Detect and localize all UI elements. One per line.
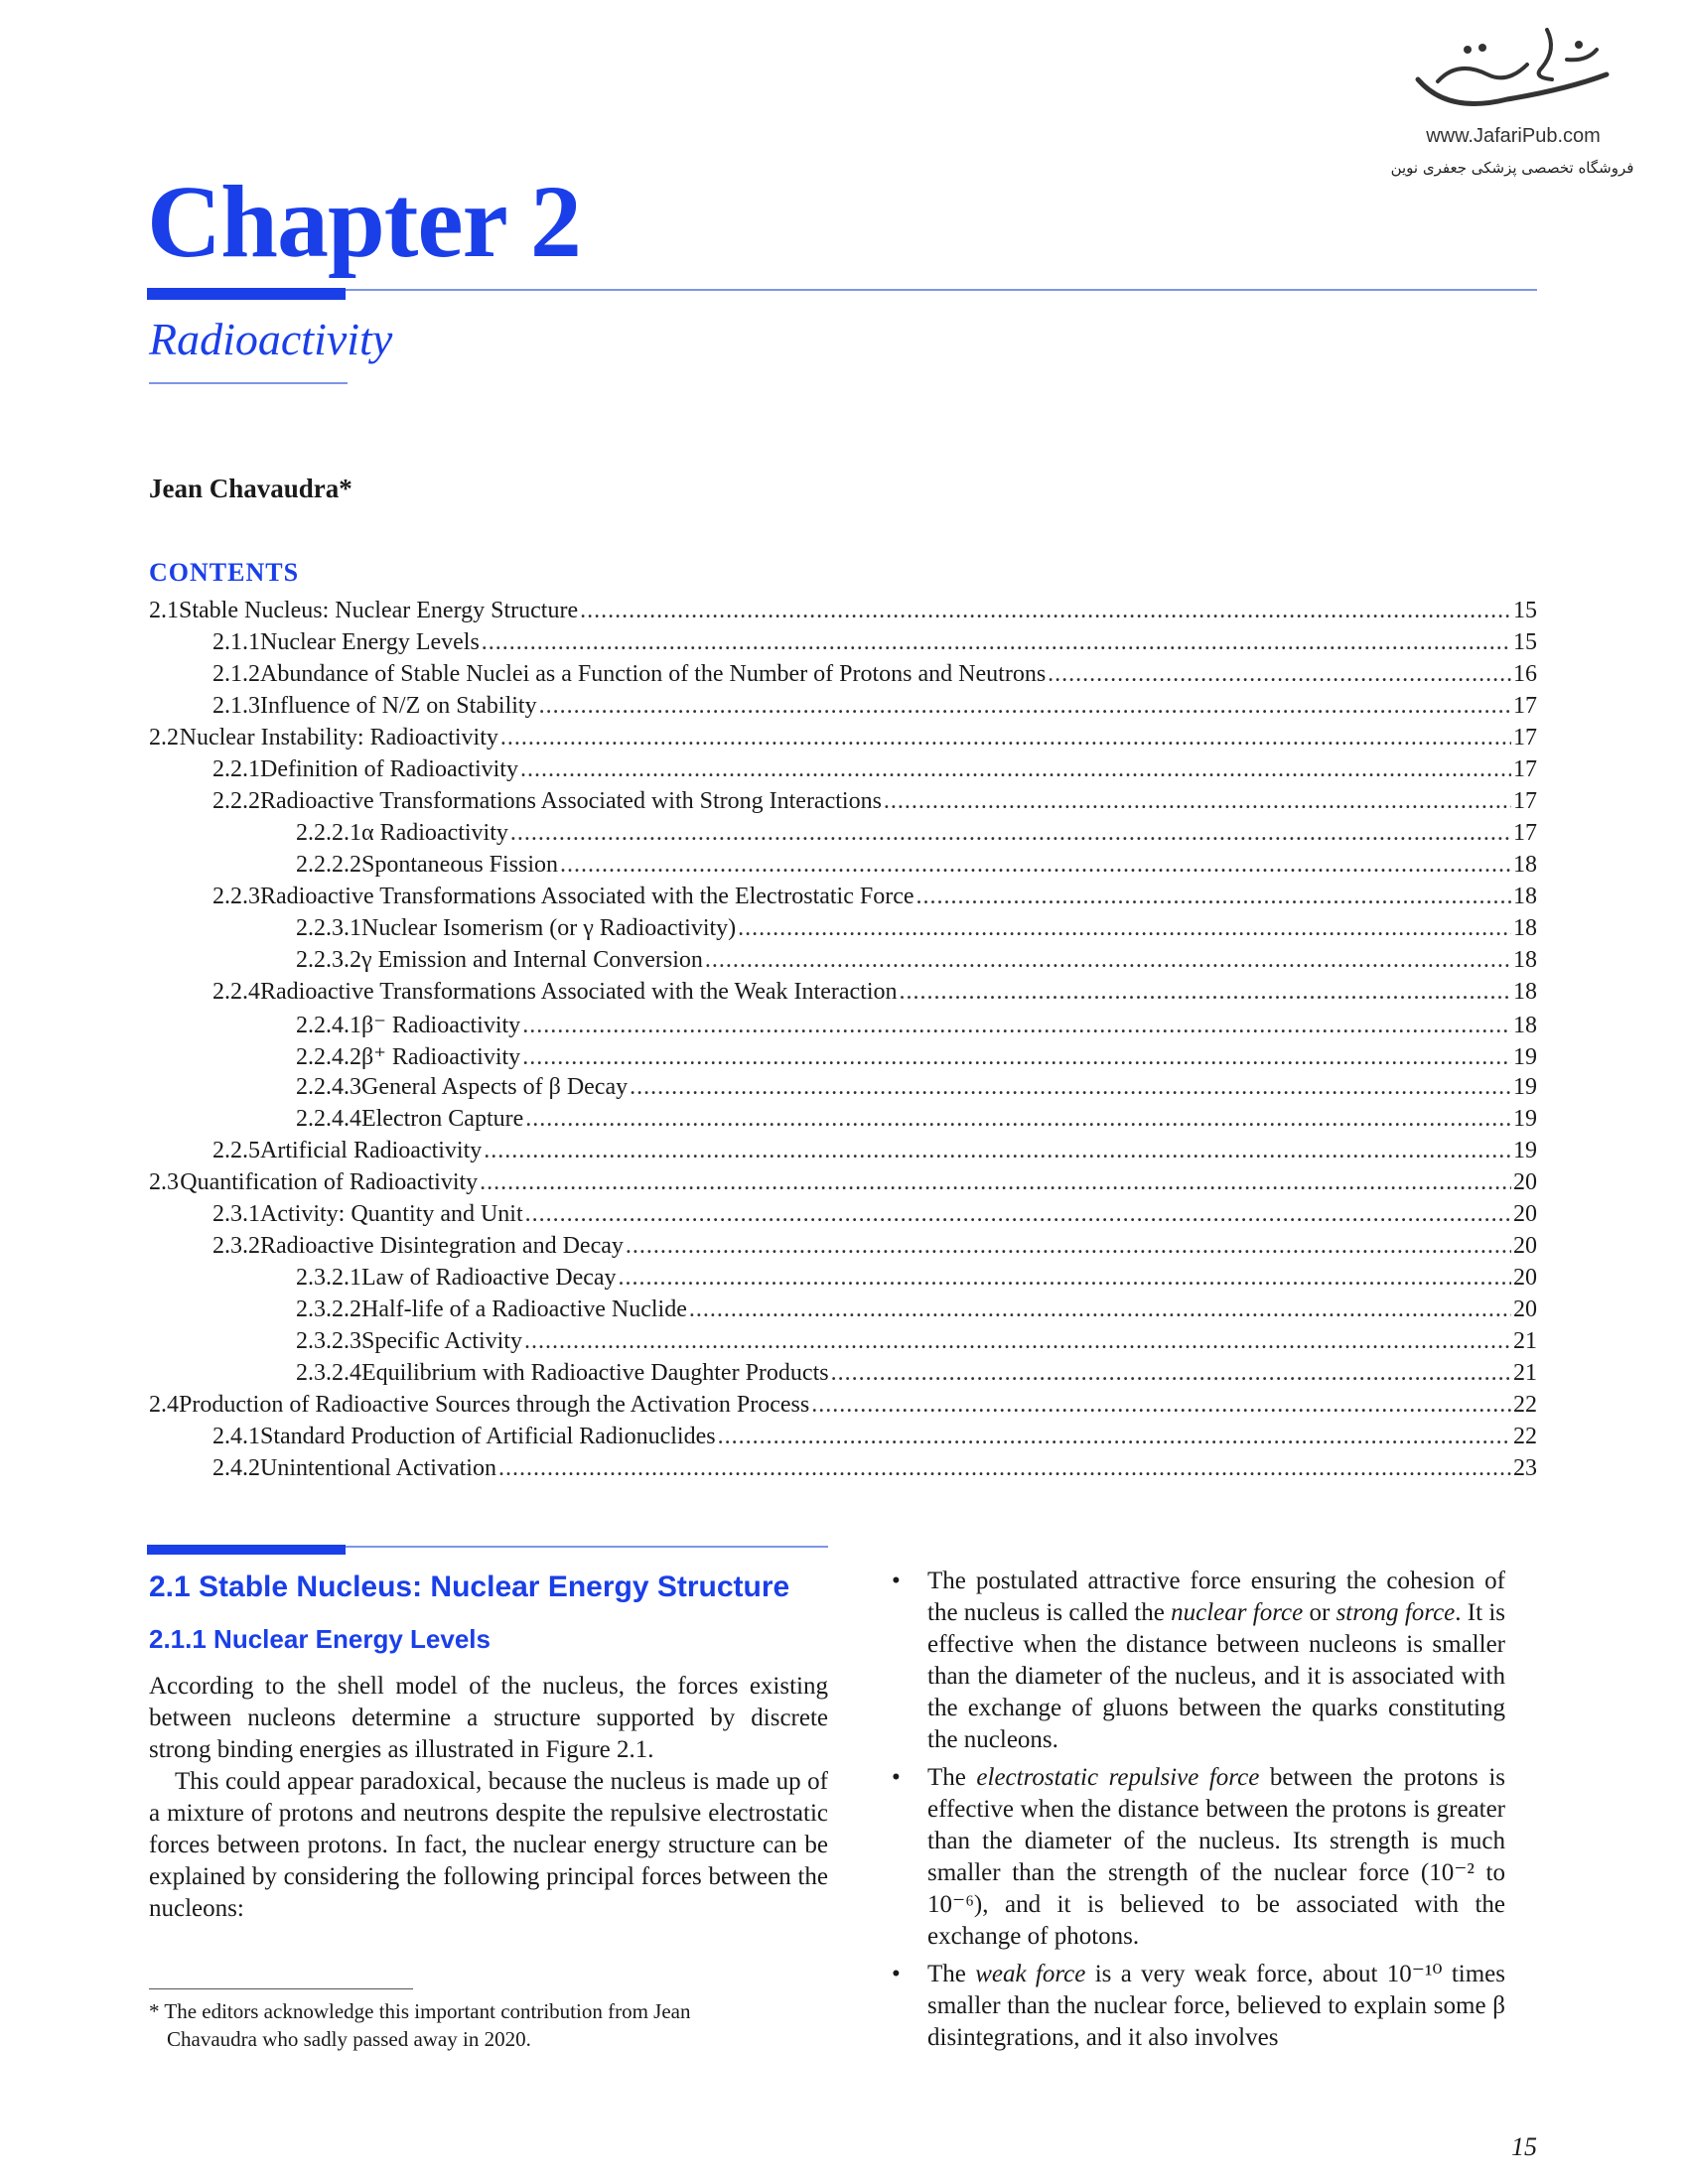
toc-number: 2.3.2.1: [296, 1265, 361, 1291]
chapter-subtitle: Radioactivity: [149, 314, 393, 364]
toc-entry[interactable]: [149, 1265, 1537, 1297]
toc-number: 2.2.4.3: [296, 1074, 361, 1100]
toc-title: γ Emission and Internal Conversion: [361, 947, 703, 973]
toc-page: 17: [1513, 725, 1537, 751]
right-column: [884, 1566, 1505, 2060]
toc-leader-dots: [498, 1455, 1511, 1482]
toc-title: Half-life of a Radioactive Nuclide: [361, 1297, 687, 1322]
toc-leader-dots: [524, 1328, 1511, 1355]
toc-page: 19: [1513, 1138, 1537, 1163]
toc-number: 2.4.2: [212, 1455, 260, 1481]
toc-entry[interactable]: [149, 979, 1537, 1011]
toc-entry[interactable]: [149, 1042, 1537, 1074]
toc-number: 2.2.4.2: [296, 1044, 361, 1070]
term-strong-force: strong force: [1336, 1599, 1456, 1626]
subsection-heading: 2.1.1 Nuclear Energy Levels: [149, 1624, 491, 1654]
toc-leader-dots: [525, 1106, 1511, 1133]
toc-entry[interactable]: [149, 1074, 1537, 1106]
toc-title: Production of Radioactive Sources through the Activation Process: [179, 1392, 810, 1418]
toc-leader-dots: [539, 693, 1511, 720]
toc-number: 2.2: [149, 725, 179, 751]
toc-page: 19: [1513, 1074, 1537, 1100]
publisher-logo: [1390, 20, 1648, 199]
toc-leader-dots: [831, 1360, 1511, 1387]
toc-entry[interactable]: [149, 1106, 1537, 1138]
term-weak-force: weak force: [975, 1961, 1086, 1987]
toc-page: 21: [1513, 1328, 1537, 1354]
toc-leader-dots: [619, 1265, 1511, 1292]
paragraph: This could appear paradoxical, because the nucleus is made up of a mixture of protons and neutrons despite the repulsive electrostatic forces between protons. In fact, the nuclear energy structure can be explained by considering the following principal forces between the nucleons:: [149, 1768, 828, 1922]
toc-leader-dots: [500, 725, 1511, 751]
section-heading: 2.1 Stable Nucleus: Nuclear Energy Structure: [149, 1570, 790, 1603]
toc-page: 22: [1513, 1424, 1537, 1449]
toc-page: 18: [1513, 915, 1537, 941]
footnote-line: * The editors acknowledge this important contribution from Jean: [149, 1999, 691, 2023]
toc-leader-dots: [580, 598, 1511, 624]
toc-page: 16: [1513, 661, 1537, 687]
toc-number: 2.4: [149, 1392, 179, 1418]
table-of-contents: [149, 598, 1537, 1487]
toc-page: 21: [1513, 1360, 1537, 1386]
toc-entry[interactable]: [149, 1424, 1537, 1455]
toc-title: Equilibrium with Radioactive Daughter Products: [361, 1360, 829, 1386]
logo-persian-text: فروشگاه تخصصی پزشکی جعفری نوین: [1390, 159, 1634, 177]
toc-entry[interactable]: [149, 1455, 1537, 1487]
toc-entry[interactable]: [149, 884, 1537, 915]
toc-number: 2.3.2.4: [296, 1360, 361, 1386]
toc-title: Radioactive Disintegration and Decay: [260, 1233, 624, 1259]
toc-leader-dots: [811, 1392, 1511, 1419]
toc-entry[interactable]: [149, 947, 1537, 979]
toc-page: 20: [1513, 1265, 1537, 1291]
toc-title: Law of Radioactive Decay: [361, 1265, 617, 1291]
toc-page: 19: [1513, 1106, 1537, 1132]
toc-leader-dots: [718, 1424, 1511, 1450]
toc-leader-dots: [520, 756, 1511, 783]
bullet-item: [884, 1566, 1505, 1756]
toc-entry[interactable]: [149, 1392, 1537, 1424]
bullet-text: or: [1303, 1599, 1336, 1626]
toc-leader-dots: [689, 1297, 1511, 1323]
bullet-text: The: [927, 1961, 976, 1987]
toc-page: 20: [1513, 1169, 1537, 1195]
toc-title: β⁻ Radioactivity: [361, 1013, 521, 1038]
toc-number: 2.1.1: [212, 629, 260, 655]
toc-leader-dots: [482, 629, 1511, 656]
toc-number: 2.2.4.4: [296, 1106, 361, 1132]
toc-entry[interactable]: [149, 693, 1537, 725]
toc-number: 2.2.2.2: [296, 852, 361, 878]
bullet-text: . It is effective when the distance between nucleons is smaller than the diameter of the nucleus, and it is associated with the exchange of gluons between the quarks constituting the nucleons.: [927, 1599, 1505, 1753]
toc-title: Quantification of Radioactivity: [180, 1169, 479, 1195]
toc-title: α Radioactivity: [361, 820, 508, 846]
section-rule-thick: [147, 1545, 346, 1555]
toc-entry[interactable]: [149, 915, 1537, 947]
toc-title: Electron Capture: [361, 1106, 524, 1132]
toc-number: 2.2.3: [212, 884, 260, 909]
toc-entry[interactable]: [149, 1138, 1537, 1169]
toc-leader-dots: [560, 852, 1511, 879]
contents-heading: CONTENTS: [149, 558, 300, 587]
toc-page: 17: [1513, 756, 1537, 782]
calligraphy-logo-icon: [1408, 20, 1617, 119]
toc-leader-dots: [899, 979, 1511, 1006]
footnote-rule: [149, 1988, 413, 1989]
toc-leader-dots: [510, 820, 1511, 847]
toc-number: 2.3.2.2: [296, 1297, 361, 1322]
toc-title: Nuclear Energy Levels: [260, 629, 480, 655]
bullet-text: between the protons is effective when the distance between the protons is greater than the diameter of the nucleus. Its strength is much smaller than the strength of the nuclear force (10⁻² to 10⁻⁶), and it is believed to be associated with the exchange of photons.: [927, 1764, 1505, 1950]
toc-entry[interactable]: [149, 1201, 1537, 1233]
toc-title: Definition of Radioactivity: [260, 756, 518, 782]
toc-leader-dots: [522, 1013, 1511, 1039]
author-name: Jean Chavaudra*: [149, 474, 352, 503]
toc-title: Nuclear Isomerism (or γ Radioactivity): [361, 915, 737, 941]
toc-number: 2.2.1: [212, 756, 260, 782]
bullet-text: The: [927, 1764, 977, 1791]
toc-page: 15: [1513, 598, 1537, 623]
toc-page: 22: [1513, 1392, 1537, 1418]
bullet-icon: •: [892, 1961, 901, 1987]
toc-page: 17: [1513, 693, 1537, 719]
toc-page: 15: [1513, 629, 1537, 655]
toc-entry[interactable]: [149, 1011, 1537, 1042]
toc-number: 2.3.2.3: [296, 1328, 361, 1354]
paragraph: According to the shell model of the nucleus, the forces existing between nucleons determine a structure supported by discrete strong binding energies as illustrated in Figure 2.1.: [149, 1673, 828, 1763]
toc-page: 18: [1513, 1013, 1537, 1038]
toc-entry[interactable]: [149, 1297, 1537, 1328]
toc-number: 2.3: [149, 1169, 179, 1195]
toc-number: 2.2.3.1: [296, 915, 361, 941]
toc-leader-dots: [630, 1074, 1511, 1101]
toc-number: 2.2.5: [212, 1138, 260, 1163]
toc-title: Artificial Radioactivity: [260, 1138, 483, 1163]
toc-entry[interactable]: [149, 1360, 1537, 1392]
toc-title: General Aspects of β Decay: [361, 1074, 629, 1100]
toc-entry[interactable]: [149, 1233, 1537, 1265]
toc-page: 18: [1513, 979, 1537, 1005]
toc-title: Abundance of Stable Nuclei as a Function of the Number of Protons and Neutrons: [260, 661, 1047, 687]
toc-leader-dots: [884, 788, 1511, 815]
toc-leader-dots: [626, 1233, 1511, 1260]
toc-title: Unintentional Activation: [260, 1455, 496, 1481]
chapter-rule-thin: [346, 289, 1537, 291]
toc-number: 2.2.4: [212, 979, 260, 1005]
toc-title: Radioactive Transformations Associated with the Weak Interaction: [260, 979, 898, 1005]
toc-leader-dots: [525, 1201, 1511, 1228]
toc-title: Specific Activity: [361, 1328, 522, 1354]
term-electrostatic-force: electrostatic repulsive force: [976, 1764, 1260, 1791]
toc-leader-dots: [1048, 661, 1511, 688]
toc-number: 2.2.4.1: [296, 1013, 361, 1038]
toc-page: 18: [1513, 852, 1537, 878]
toc-entry[interactable]: [149, 852, 1537, 884]
toc-number: 2.3.2: [212, 1233, 260, 1259]
toc-title: Nuclear Instability: Radioactivity: [179, 725, 498, 751]
toc-number: 2.2.2: [212, 788, 260, 814]
chapter-rule-thick: [147, 288, 346, 300]
toc-title: Radioactive Transformations Associated with Strong Interactions: [260, 788, 882, 814]
left-column: [149, 1671, 828, 1925]
page-number: 15: [1511, 2132, 1537, 2161]
toc-number: 2.1: [149, 598, 179, 623]
toc-number: 2.4.1: [212, 1424, 260, 1449]
toc-page: 20: [1513, 1233, 1537, 1259]
toc-page: 17: [1513, 788, 1537, 814]
toc-title: Stable Nucleus: Nuclear Energy Structure: [179, 598, 579, 623]
toc-entry[interactable]: [149, 756, 1537, 788]
toc-entry[interactable]: [149, 598, 1537, 629]
toc-leader-dots: [522, 1044, 1511, 1071]
toc-leader-dots: [916, 884, 1511, 910]
toc-entry[interactable]: [149, 788, 1537, 820]
toc-entry[interactable]: [149, 820, 1537, 852]
toc-title: Radioactive Transformations Associated with the Electrostatic Force: [260, 884, 914, 909]
bullet-item: [884, 1959, 1505, 2054]
toc-page: 20: [1513, 1201, 1537, 1227]
subtitle-rule: [149, 382, 348, 384]
footnote: [149, 1997, 828, 2053]
footnote-line: Chavaudra who sadly passed away in 2020.: [167, 2027, 531, 2051]
toc-leader-dots: [705, 947, 1511, 974]
chapter-title: Chapter 2: [147, 165, 581, 279]
toc-number: 2.2.3.2: [296, 947, 361, 973]
toc-number: 2.3.1: [212, 1201, 260, 1227]
bullet-text: is a very weak force, about 10⁻¹⁰ times smaller than the nuclear force, believed to explain some β disintegrations, and it also involves: [927, 1961, 1505, 2051]
logo-url: www.JafariPub.com: [1426, 125, 1601, 147]
toc-entry[interactable]: [149, 1169, 1537, 1201]
toc-title: Spontaneous Fission: [361, 852, 559, 878]
toc-title: Influence of N/Z on Stability: [260, 693, 537, 719]
toc-page: 19: [1513, 1044, 1537, 1070]
toc-page: 17: [1513, 820, 1537, 846]
toc-title: β⁺ Radioactivity: [361, 1044, 521, 1070]
toc-entry[interactable]: [149, 1328, 1537, 1360]
toc-leader-dots: [738, 915, 1511, 942]
toc-leader-dots: [484, 1138, 1511, 1164]
toc-number: 2.1.2: [212, 661, 260, 687]
bullet-icon: •: [892, 1568, 901, 1594]
toc-title: Activity: Quantity and Unit: [260, 1201, 523, 1227]
toc-page: 23: [1513, 1455, 1537, 1481]
toc-title: Standard Production of Artificial Radionuclides: [260, 1424, 716, 1449]
toc-number: 2.1.3: [212, 693, 260, 719]
bullet-icon: •: [892, 1764, 901, 1791]
section-rule-thin: [346, 1546, 828, 1548]
bullet-item: [884, 1762, 1505, 1953]
toc-page: 18: [1513, 884, 1537, 909]
toc-entry[interactable]: [149, 629, 1537, 661]
term-nuclear-force: nuclear force: [1171, 1599, 1304, 1626]
toc-number: 2.2.2.1: [296, 820, 361, 846]
toc-page: 18: [1513, 947, 1537, 973]
toc-entry[interactable]: [149, 661, 1537, 693]
toc-entry[interactable]: [149, 725, 1537, 756]
toc-page: 20: [1513, 1297, 1537, 1322]
toc-leader-dots: [480, 1169, 1511, 1196]
bullet-text: The postulated attractive force ensuring the cohesion of the nucleus is called the: [927, 1568, 1505, 1626]
